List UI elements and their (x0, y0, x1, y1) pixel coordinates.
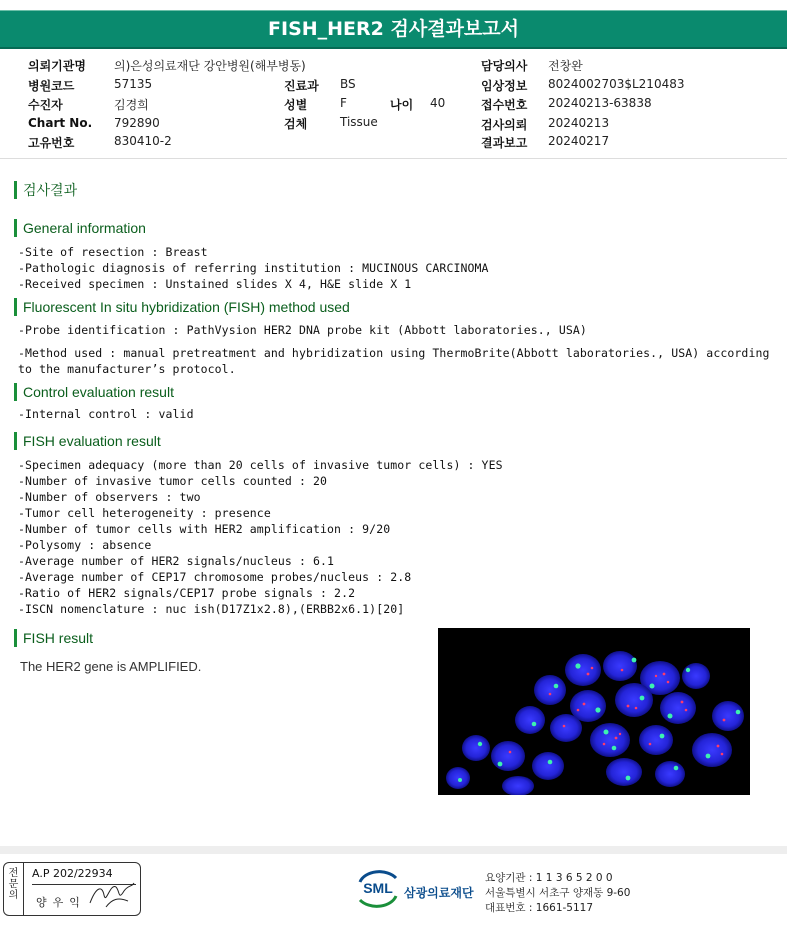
sml-logo-icon (356, 868, 400, 908)
stamp-number: A.P 202/22934 (32, 867, 113, 880)
phone-number: 대표번호 : 1661-5117 (485, 902, 594, 914)
clinical-label: 임상정보 (481, 79, 528, 93)
eval-line: -Polysomy : absence (18, 538, 152, 552)
general-line: -Received specimen : Unstained slides X 4, H&E slide X 1 (18, 277, 412, 291)
general-line: -Pathologic diagnosis of referring institution : MUCINOUS CARCINOMA (18, 261, 489, 275)
organization-name: 삼광의료재단 (404, 886, 474, 900)
clinical-value: 8024002703$L210483 (548, 77, 685, 91)
section-main-results: 검사결과 (14, 181, 77, 199)
specimen-value: Tissue (340, 115, 378, 129)
specimen-label: 검체 (284, 117, 308, 131)
eval-line: -ISCN nomenclature : nuc ish(D17Z1x2.8),(ERBB2x6.1)[20] (18, 602, 405, 616)
method-line: to the manufacturer’s protocol. (18, 362, 236, 376)
control-line: -Internal control : valid (18, 407, 194, 421)
request-label: 검사의뢰 (481, 118, 528, 132)
section-control-evaluation: Control evaluation result (14, 383, 174, 401)
address: 서울특별시 서초구 양재동 9-60 (485, 887, 631, 899)
eval-line: -Ratio of HER2 signals/CEP17 probe signals : 2.2 (18, 586, 356, 600)
report-date-label: 결과보고 (481, 136, 528, 150)
hospital-value: 의)은성의료재단 강안병원(해부병동) (114, 59, 306, 73)
code-value: 57135 (114, 77, 153, 91)
chart-label: Chart No. (28, 116, 93, 130)
eval-line: -Specimen adequacy (more than 20 cells of invasive tumor cells) : YES (18, 458, 503, 472)
dept-value: BS (340, 77, 356, 91)
section-fish-method: Fluorescent In situ hybridization (FISH) method used (14, 298, 350, 316)
general-line: -Site of resection : Breast (18, 245, 208, 259)
hospital-label: 의뢰기관명 (28, 59, 86, 73)
eval-line: -Average number of CEP17 chromosome probes/nucleus : 2.8 (18, 570, 412, 584)
header-divider (0, 158, 787, 159)
doctor-value: 전창완 (548, 59, 583, 73)
sex-value: F (340, 96, 347, 110)
patient-value: 김경희 (114, 98, 149, 112)
patient-label: 수진자 (28, 98, 63, 112)
signature-icon (88, 877, 136, 911)
stamp-side-label: 전문의 (4, 863, 24, 915)
fish-result-text: The HER2 gene is AMPLIFIED. (20, 659, 202, 674)
fish-microscopy-image (438, 628, 750, 795)
doctor-label: 담당의사 (481, 59, 528, 73)
stamp-name: 양우익 (36, 896, 86, 909)
institution-code: 요양기관 : 1 1 3 6 5 2 0 0 (485, 872, 613, 884)
logo-text: SML (363, 880, 393, 896)
receipt-value: 20240213-63838 (548, 96, 652, 110)
eval-line: -Number of observers : two (18, 490, 201, 504)
report-title: FISH_HER2 검사결과보고서 (0, 10, 787, 49)
dept-label: 진료과 (284, 79, 319, 93)
method-line: -Method used : manual pretreatment and hybridization using ThermoBrite(Abbott laboratories., USA) according (18, 346, 770, 360)
section-fish-result: FISH result (14, 629, 93, 647)
request-value: 20240213 (548, 116, 610, 130)
eval-line: -Number of invasive tumor cells counted : 20 (18, 474, 328, 488)
report-date-value: 20240217 (548, 134, 610, 148)
sex-label: 성별 (284, 98, 308, 112)
chart-value: 792890 (114, 116, 160, 130)
age-label: 나이 (390, 98, 414, 112)
footer-divider (0, 846, 787, 854)
eval-line: -Average number of HER2 signals/nucleus : 6.1 (18, 554, 335, 568)
id-value: 830410-2 (114, 134, 172, 148)
code-label: 병원코드 (28, 79, 75, 93)
id-label: 고유번호 (28, 136, 75, 150)
section-fish-evaluation: FISH evaluation result (14, 432, 161, 450)
receipt-label: 접수번호 (481, 98, 528, 112)
method-line: -Probe identification : PathVysion HER2 DNA probe kit (Abbott laboratories., USA) (18, 323, 587, 337)
section-general-information: General information (14, 219, 146, 237)
eval-line: -Tumor cell heterogeneity : presence (18, 506, 271, 520)
pathologist-stamp (3, 862, 141, 916)
eval-line: -Number of tumor cells with HER2 amplification : 9/20 (18, 522, 391, 536)
age-value: 40 (430, 96, 446, 110)
